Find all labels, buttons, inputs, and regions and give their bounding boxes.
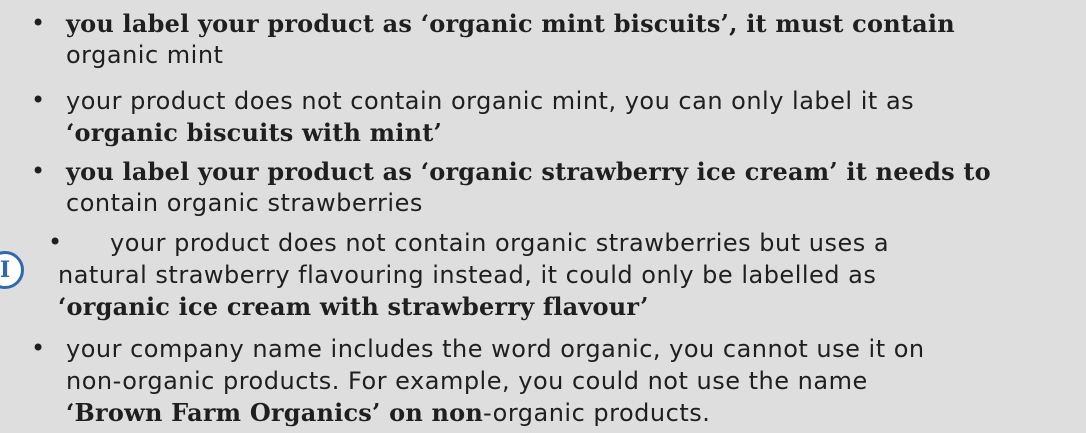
list-item-text: your product does not contain organic mint, you can only label it as <box>66 87 915 115</box>
list-item-text: ‘Brown Farm Organics’ on non <box>66 398 484 427</box>
info-icon[interactable]: I <box>0 251 24 289</box>
bullet-point: • <box>31 157 46 185</box>
list-item-text: -organic products. <box>483 399 711 427</box>
list-item-text: you label your product as ‘organic strawberry ice cream’ it needs to <box>66 157 991 186</box>
list-item-text: your company name includes the word organic, you cannot use it on <box>66 335 925 363</box>
list-item <box>0 227 1086 322</box>
list-item-text: organic mint <box>66 41 224 69</box>
list-item <box>0 156 1086 219</box>
bullet-point: • <box>31 86 46 114</box>
list-item-text: contain organic strawberries <box>66 189 423 217</box>
list-item <box>0 333 1086 429</box>
bullet-point: • <box>31 334 46 362</box>
list-item <box>0 8 1086 71</box>
list-item-text: natural strawberry flavouring instead, it could only be labelled as <box>58 261 877 289</box>
list-item <box>0 85 1086 148</box>
list-item-text: ‘organic ice cream with strawberry flavour’ <box>58 292 649 321</box>
page-top-cut <box>0 0 1086 4</box>
list-item-text: your product does not contain organic strawberries but uses a <box>110 229 890 257</box>
list-item-text: ‘organic biscuits with mint’ <box>66 118 443 147</box>
list-item-text: you label your product as ‘organic mint biscuits’, it must contain <box>66 9 955 38</box>
list-item-text: non-organic products. For example, you could not use the name <box>66 367 868 395</box>
bullet-point: • <box>31 9 46 37</box>
bullet-point: • <box>48 228 63 256</box>
